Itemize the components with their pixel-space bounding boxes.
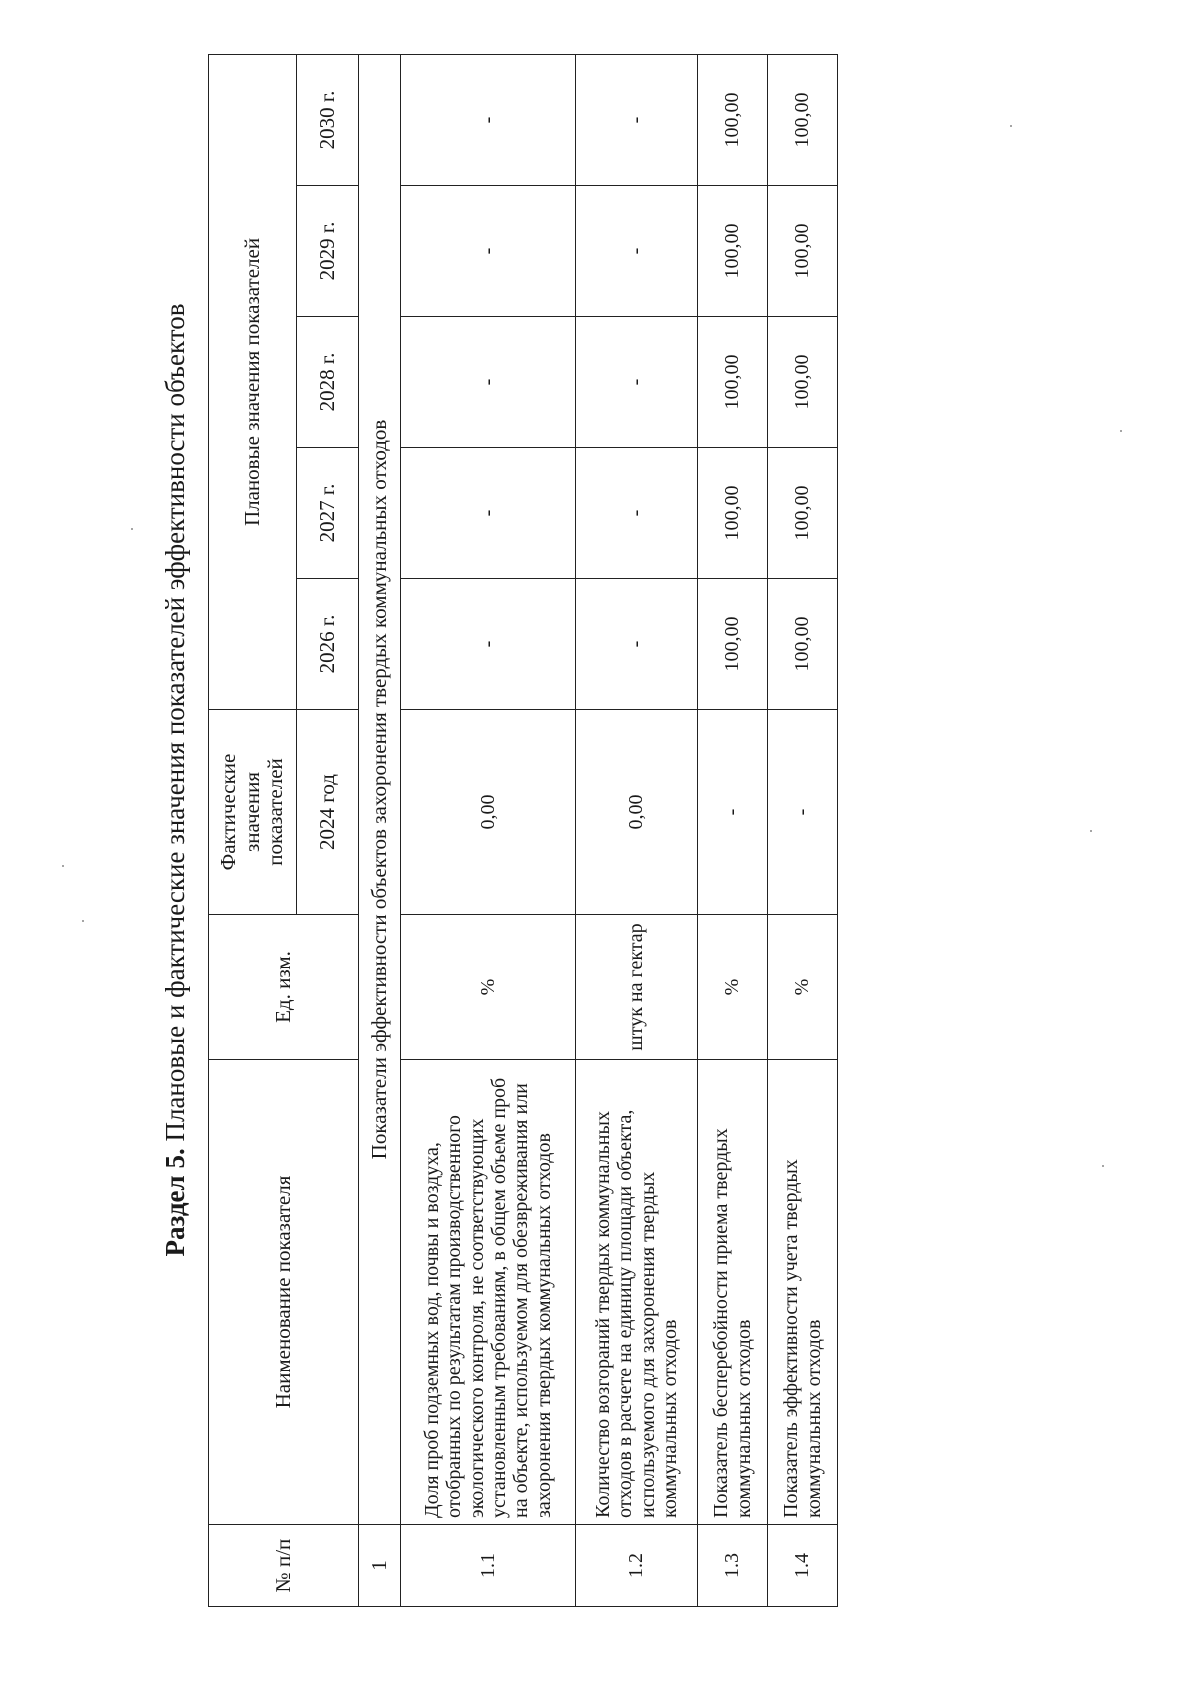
row-fact: - [768,710,838,915]
table-row [698,54,768,1606]
row-num: 1.2 [576,1525,698,1607]
scan-speck [62,865,64,867]
header-fact: Фактические значения показателей [209,710,297,915]
row-name: Показатель эффективности учета твердых коммунальных отходов [768,1060,838,1525]
row-plan-value: - [576,54,698,185]
header-name: Наименование показателя [209,1060,359,1525]
scan-speck [82,920,84,922]
row-plan-value: 100,00 [768,186,838,317]
header-fact-year: 2024 год [297,710,359,915]
row-fact: 0,00 [401,710,576,915]
scan-speck [1102,1165,1104,1167]
row-fact: 0,00 [576,710,698,915]
row-unit: % [768,915,838,1060]
row-plan-value: - [576,579,698,710]
row-plan-value: - [401,317,576,448]
header-unit: Ед. изм. [209,915,359,1060]
row-name: Доля проб подземных вод, почвы и воздуха, отобранных по результатам производственного экологического контроля, не соответствующих установленным требованиям, в общем объеме проб на объекте, используемом для обезвреживания или захоронения твердых коммунальных отходов [401,1060,576,1525]
row-plan-value: - [576,448,698,579]
row-plan-value: 100,00 [698,448,768,579]
header-plan: Плановые значения показателей [209,54,297,709]
section-label: Раздел 5. [160,1148,190,1257]
header-num: № п/п [209,1525,359,1607]
indicators-table [208,54,838,1607]
row-name: Количество возгораний твердых коммунальных отходов в расчете на единицу площади объекта, используемого для захоронения твердых коммунальных отходов [576,1060,698,1525]
row-plan-value: - [576,186,698,317]
header-plan-year: 2030 г. [297,54,359,185]
table-row [576,54,698,1606]
header-plan-year: 2026 г. [297,579,359,710]
row-num: 1.4 [768,1525,838,1607]
row-name: Показатель бесперебойности приема твердых коммунальных отходов [698,1060,768,1525]
title-text: Плановые и фактические значения показателей эффективности объектов [160,303,190,1149]
section-num: 1 [359,1525,401,1607]
header-plan-year: 2027 г. [297,448,359,579]
row-plan-value: - [401,186,576,317]
scan-speck [1090,830,1092,832]
table-row [401,54,576,1606]
row-plan-value: 100,00 [768,317,838,448]
row-plan-value: 100,00 [768,54,838,185]
row-plan-value: - [401,54,576,185]
row-plan-value: 100,00 [698,317,768,448]
scan-speck [131,528,133,530]
row-plan-value: 100,00 [768,579,838,710]
scan-speck [1120,430,1122,432]
row-plan-value: 100,00 [698,186,768,317]
row-unit: % [698,915,768,1060]
row-unit: штук на гектар [576,915,698,1060]
header-plan-year: 2028 г. [297,317,359,448]
section-title: Показатели эффективности объектов захоронения твердых коммунальных отходов [359,54,401,1524]
row-plan-value: - [401,448,576,579]
scan-speck [1010,125,1012,127]
row-fact: - [698,710,768,915]
row-plan-value: 100,00 [698,579,768,710]
document-title [160,190,191,1370]
header-row-1 [209,54,297,1606]
row-unit: % [401,915,576,1060]
table-row [768,54,838,1606]
row-plan-value: 100,00 [768,448,838,579]
header-plan-year: 2029 г. [297,186,359,317]
section-row [359,54,401,1606]
row-plan-value: - [401,579,576,710]
row-num: 1.3 [698,1525,768,1607]
row-plan-value: - [576,317,698,448]
row-plan-value: 100,00 [698,54,768,185]
row-num: 1.1 [401,1525,576,1607]
